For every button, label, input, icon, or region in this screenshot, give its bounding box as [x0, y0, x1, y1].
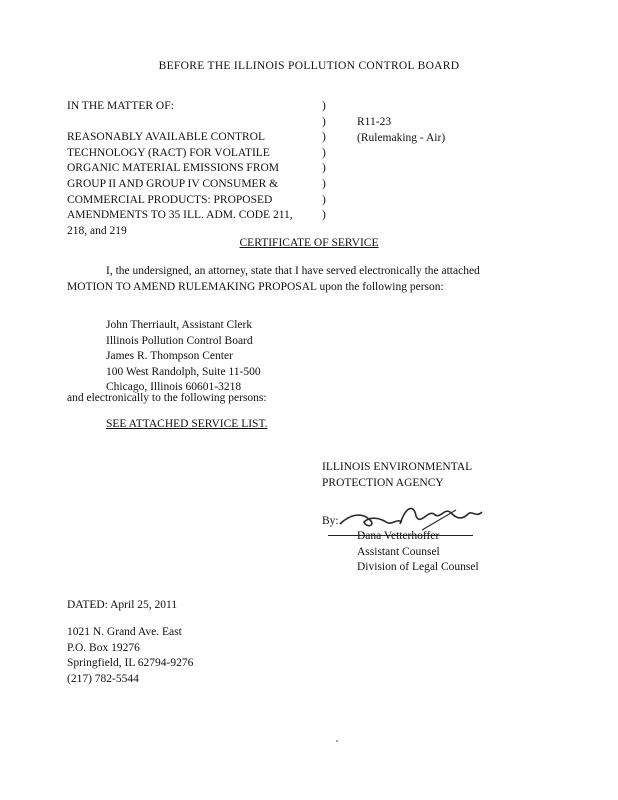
signature-stroke	[340, 515, 402, 526]
agency-line-2: PROTECTION AGENCY	[322, 476, 444, 489]
caption-parens	[322, 98, 326, 223]
signature-stroke	[400, 508, 482, 524]
caption-line: 218, and 219	[67, 224, 127, 237]
caption-line: TECHNOLOGY (RACT) FOR VOLATILE	[67, 146, 270, 159]
caption-line: IN THE MATTER OF:	[67, 100, 174, 112]
recipient-line: James R. Thompson Center	[106, 350, 233, 363]
paren: )	[322, 100, 326, 112]
paren: )	[322, 115, 326, 128]
signer-title: Assistant Counsel	[357, 545, 440, 558]
paren: )	[322, 193, 326, 206]
address-line: (217) 782-5544	[67, 672, 139, 685]
paren: )	[322, 177, 326, 190]
agency-line-1: ILLINOIS ENVIRONMENTAL	[322, 461, 473, 473]
dated-line: DATED: April 25, 2011	[67, 599, 178, 611]
case-info	[357, 114, 445, 145]
recipient-address	[106, 317, 261, 395]
case-caption	[67, 98, 293, 238]
signer-name: Dana Vetterhoffer	[357, 530, 440, 542]
intro-line-2: MOTION TO AMEND RULEMAKING PROPOSAL upon the following person:	[67, 281, 444, 293]
address-line: 1021 N. Grand Ave. East	[67, 626, 182, 638]
paren: )	[322, 209, 326, 222]
caption-line: AMENDMENTS TO 35 ILL. ADM. CODE 211,	[67, 209, 293, 222]
by-label: By:	[322, 515, 339, 527]
paren: )	[322, 146, 326, 159]
address-line: P.O. Box 19276	[67, 641, 140, 654]
recipient-line: Chicago, Illinois 60601-3218	[106, 381, 242, 394]
signature-stroke	[422, 510, 456, 530]
certificate-title: CERTIFICATE OF SERVICE	[239, 237, 379, 249]
board-heading: BEFORE THE ILLINOIS POLLUTION CONTROL BOARD	[158, 60, 460, 72]
recipient-line: John Therriault, Assistant Clerk	[106, 319, 253, 331]
case-number: R11-23	[357, 116, 392, 128]
caption-line: GROUP II AND GROUP IV CONSUMER &	[67, 177, 279, 190]
case-type: (Rulemaking - Air)	[357, 131, 446, 144]
signer-block	[357, 528, 479, 575]
recipient-line: Illinois Pollution Control Board	[106, 334, 253, 347]
agency-name	[322, 459, 472, 490]
intro-line-1: I, the undersigned, an attorney, state that I have served electronically the attached	[106, 265, 480, 277]
address-line: Springfield, IL 62794-9276	[67, 657, 194, 670]
paren: )	[322, 162, 326, 175]
and-electronically-line: and electronically to the following persons:	[67, 392, 267, 404]
recipient-line: 100 West Randolph, Suite 11-500	[106, 365, 261, 378]
signer-division: Division of Legal Counsel	[357, 561, 479, 574]
paren: )	[322, 131, 326, 144]
caption-line: ORGANIC MATERIAL EMISSIONS FROM	[67, 162, 280, 175]
service-list-link: SEE ATTACHED SERVICE LIST.	[106, 418, 268, 430]
caption-line: REASONABLY AVAILABLE CONTROL	[67, 131, 265, 144]
scan-speck	[336, 740, 338, 742]
sender-address	[67, 624, 193, 686]
caption-line: COMMERCIAL PRODUCTS: PROPOSED	[67, 193, 273, 206]
caption-line	[67, 114, 293, 130]
